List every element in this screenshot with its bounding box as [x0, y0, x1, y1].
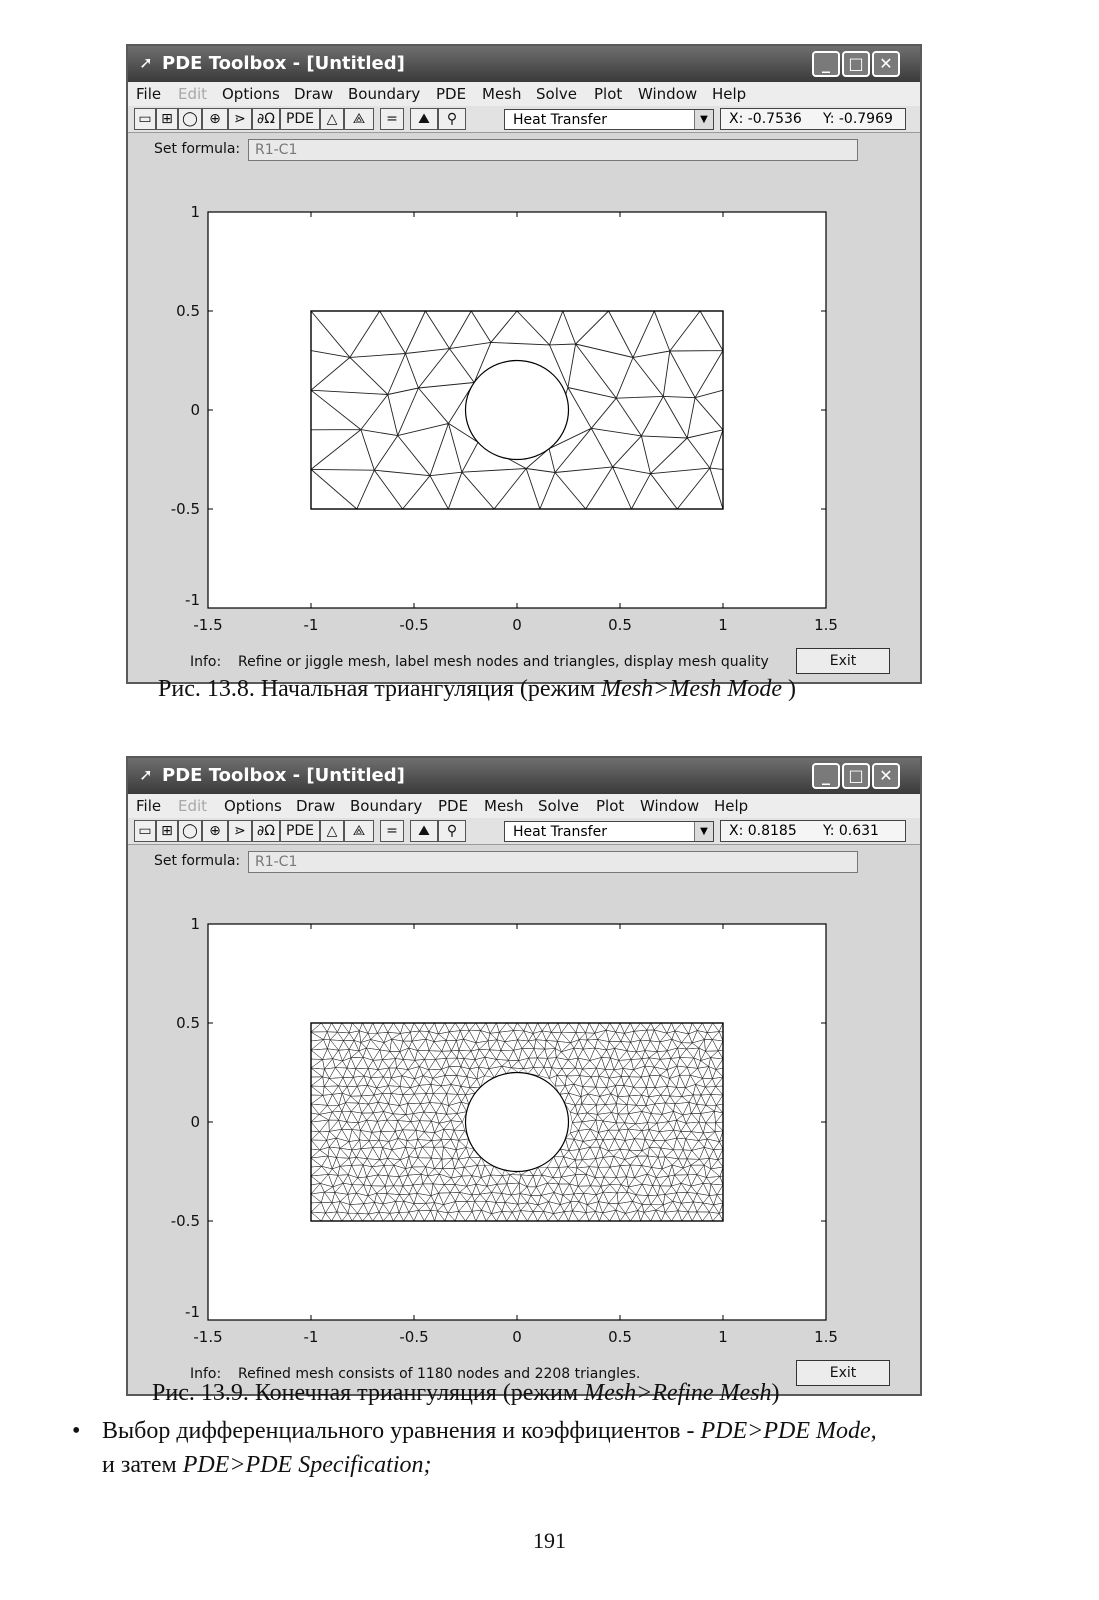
close-button[interactable]: ✕ — [872, 763, 900, 789]
menu-file[interactable]: File — [136, 797, 162, 815]
menu-pde[interactable]: PDE — [438, 797, 469, 815]
x-tick-label: -1.5 — [193, 616, 223, 634]
menu-plot[interactable]: Plot — [594, 85, 623, 103]
menu-edit[interactable]: Edit — [178, 85, 208, 103]
set-formula-label: Set formula: — [154, 141, 241, 157]
menu-draw[interactable]: Draw — [294, 85, 334, 103]
figure-caption-13-8: Рис. 13.8. Начальная триангуляция (режим Mesh>Mesh Mode ) — [158, 676, 796, 702]
solve-icon[interactable]: = — [380, 108, 404, 130]
set-formula-row — [128, 133, 920, 167]
menu-solve[interactable]: Solve — [538, 797, 579, 815]
polygon-icon[interactable]: ⋗ — [228, 108, 252, 130]
ellipse-icon[interactable]: ◯ — [178, 820, 202, 842]
plot-icon[interactable]: ⛰ — [410, 820, 438, 842]
page-number: 191 — [533, 1528, 566, 1553]
mesh-plot[interactable] — [128, 168, 920, 642]
solve-icon[interactable]: = — [380, 820, 404, 842]
x-tick-label: 0 — [512, 1328, 522, 1346]
chevron-down-icon[interactable]: ▼ — [694, 110, 713, 129]
boundary-mode-icon[interactable]: ∂Ω — [252, 108, 280, 130]
bullet-symbol: • — [72, 1418, 81, 1444]
minimize-button[interactable]: _ — [812, 763, 840, 789]
menu-pde[interactable]: PDE — [436, 85, 467, 103]
mesh-axes — [128, 880, 920, 1354]
menu-options[interactable]: Options — [222, 85, 280, 103]
menu-bar — [128, 82, 920, 106]
x-tick-label: 1.5 — [814, 1328, 838, 1346]
mesh-axes — [128, 168, 920, 642]
menu-boundary[interactable]: Boundary — [348, 85, 421, 103]
menu-plot[interactable]: Plot — [596, 797, 625, 815]
pde-spec-icon[interactable]: PDE — [280, 108, 320, 130]
bullet-text: Выбор дифференциального уравнения и коэффициентов - PDE>PDE Mode, и затем PDE>PDE Specification; — [102, 1418, 877, 1478]
window-title: PDE Toolbox - [Untitled] — [162, 765, 405, 786]
rectangle-center-icon[interactable]: ⊞ — [156, 108, 178, 130]
mesh-plot[interactable] — [128, 880, 920, 1354]
title-bar[interactable] — [128, 758, 920, 794]
chevron-down-icon[interactable]: ▼ — [694, 822, 713, 841]
y-tick-label: 0.5 — [176, 1014, 200, 1032]
matlab-app-icon: ➚ — [139, 53, 153, 72]
y-tick-label: -1 — [185, 591, 200, 609]
y-tick-label: 1 — [190, 915, 200, 933]
init-mesh-icon[interactable]: △ — [320, 108, 344, 130]
menu-boundary[interactable]: Boundary — [350, 797, 423, 815]
maximize-button[interactable]: □ — [842, 763, 870, 789]
x-coordinate: X: 0.8185 — [729, 823, 797, 839]
menu-bar — [128, 794, 920, 818]
polygon-icon[interactable]: ⋗ — [228, 820, 252, 842]
y-coordinate: Y: -0.7969 — [823, 111, 893, 127]
x-tick-label: 1 — [718, 1328, 728, 1346]
refine-mesh-icon[interactable]: ⟁ — [344, 820, 374, 842]
y-tick-label: 1 — [190, 203, 200, 221]
zoom-icon[interactable]: ⚲ — [438, 108, 466, 130]
pde-toolbox-window-refined — [126, 756, 922, 1396]
window-title: PDE Toolbox - [Untitled] — [162, 53, 405, 74]
maximize-button[interactable]: □ — [842, 51, 870, 77]
set-formula-row — [128, 845, 920, 879]
x-tick-label: 0 — [512, 616, 522, 634]
menu-window[interactable]: Window — [640, 797, 700, 815]
ellipse-center-icon[interactable]: ⊕ — [202, 820, 228, 842]
x-coordinate: X: -0.7536 — [729, 111, 802, 127]
toolbar — [128, 106, 920, 133]
menu-solve[interactable]: Solve — [536, 85, 577, 103]
close-button[interactable]: ✕ — [872, 51, 900, 77]
application-mode-select[interactable] — [504, 109, 714, 130]
menu-mesh[interactable]: Mesh — [482, 85, 522, 103]
application-mode-select[interactable] — [504, 821, 714, 842]
pde-spec-icon[interactable]: PDE — [280, 820, 320, 842]
y-tick-label: -1 — [185, 1303, 200, 1321]
x-tick-label: 1 — [718, 616, 728, 634]
mesh-hole-boundary — [466, 1073, 569, 1172]
x-tick-label: -1.5 — [193, 1328, 223, 1346]
cursor-coordinates — [720, 108, 906, 130]
toolbar — [128, 818, 920, 845]
title-bar[interactable] — [128, 46, 920, 82]
set-formula-label: Set formula: — [154, 853, 241, 869]
figure-caption-13-9: Рис. 13.9. Конечная триангуляция (режим Mesh>Refine Mesh) — [152, 1380, 780, 1406]
set-formula-input[interactable]: R1-C1 — [248, 851, 858, 873]
menu-help[interactable]: Help — [712, 85, 747, 103]
x-tick-label: 1.5 — [814, 616, 838, 634]
info-text: Refined mesh consists of 1180 nodes and 2208 triangles. — [238, 1366, 641, 1382]
mesh-hole-boundary — [466, 361, 569, 460]
rectangle-icon[interactable]: ▭ — [134, 820, 156, 842]
exit-button[interactable]: Exit — [796, 648, 890, 674]
menu-file[interactable]: File — [136, 85, 162, 103]
ellipse-center-icon[interactable]: ⊕ — [202, 108, 228, 130]
matlab-app-icon: ➚ — [139, 765, 153, 784]
x-tick-label: 0.5 — [608, 1328, 632, 1346]
application-mode-value: Heat Transfer — [513, 824, 607, 840]
x-tick-label: -0.5 — [399, 616, 429, 634]
exit-button[interactable]: Exit — [796, 1360, 890, 1386]
set-formula-input[interactable]: R1-C1 — [248, 139, 858, 161]
application-mode-value: Heat Transfer — [513, 112, 607, 128]
x-tick-label: -1 — [303, 1328, 319, 1346]
y-coordinate: Y: 0.631 — [823, 823, 879, 839]
y-tick-label: -0.5 — [170, 500, 200, 518]
menu-options[interactable]: Options — [224, 797, 282, 815]
rectangle-icon[interactable]: ▭ — [134, 108, 156, 130]
y-tick-label: 0.5 — [176, 302, 200, 320]
info-text: Refine or jiggle mesh, label mesh nodes and triangles, display mesh quality — [238, 654, 769, 670]
info-label: Info: — [190, 1366, 222, 1382]
boundary-mode-icon[interactable]: ∂Ω — [252, 820, 280, 842]
cursor-coordinates — [720, 820, 906, 842]
x-tick-label: -0.5 — [399, 1328, 429, 1346]
menu-draw[interactable]: Draw — [296, 797, 336, 815]
y-tick-label: -0.5 — [170, 1212, 200, 1230]
menu-edit[interactable]: Edit — [178, 797, 208, 815]
x-tick-label: -1 — [303, 616, 319, 634]
minimize-button[interactable]: _ — [812, 51, 840, 77]
zoom-icon[interactable]: ⚲ — [438, 820, 466, 842]
menu-mesh[interactable]: Mesh — [484, 797, 524, 815]
y-tick-label: 0 — [190, 401, 200, 419]
init-mesh-icon[interactable]: △ — [320, 820, 344, 842]
menu-window[interactable]: Window — [638, 85, 698, 103]
info-label: Info: — [190, 654, 222, 670]
rectangle-center-icon[interactable]: ⊞ — [156, 820, 178, 842]
plot-icon[interactable]: ⛰ — [410, 108, 438, 130]
x-tick-label: 0.5 — [608, 616, 632, 634]
pde-toolbox-window-initial — [126, 44, 922, 684]
refine-mesh-icon[interactable]: ⟁ — [344, 108, 374, 130]
y-tick-label: 0 — [190, 1113, 200, 1131]
ellipse-icon[interactable]: ◯ — [178, 108, 202, 130]
menu-help[interactable]: Help — [714, 797, 749, 815]
